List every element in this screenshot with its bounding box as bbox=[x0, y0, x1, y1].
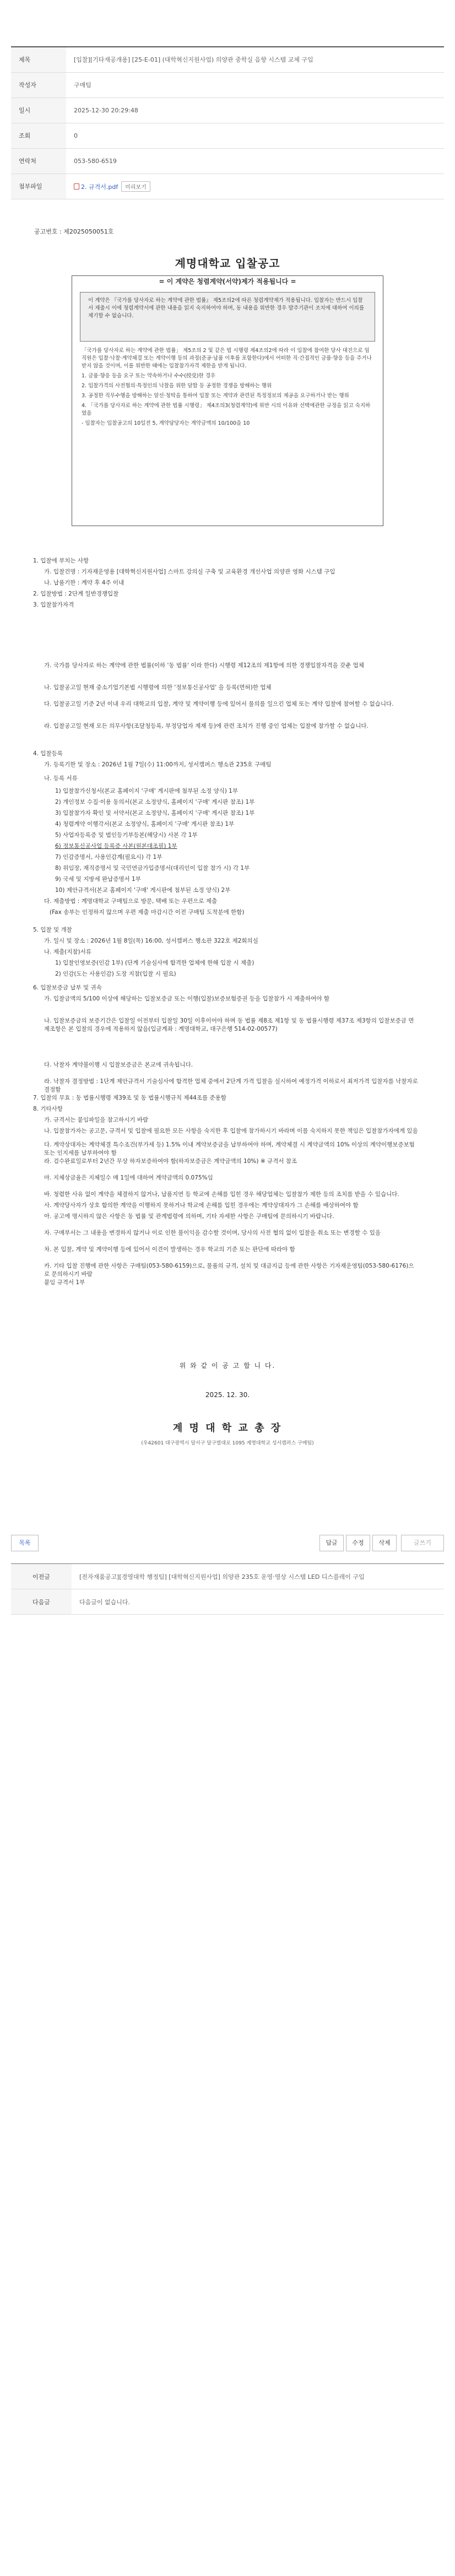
body-line: 5) 사업자등록증 및 법인등기부등본(해당시) 사본 각 1부 bbox=[55, 832, 198, 838]
body-line: 8) 위임장, 재직증명서 및 국민연금가입증명서(대리인이 입찰 참가 시) 각 1부 bbox=[55, 865, 250, 872]
body-line: 9) 국세 및 지방세 완납증명서 1부 bbox=[55, 876, 141, 883]
body-line: 6. 입찰보증금 납부 및 귀속 bbox=[33, 984, 102, 991]
body-line: 1) 입찰인영보증(인감 1부) (단계 기술심사에 합격한 업체에 한해 입찰 시 제출) bbox=[55, 960, 254, 966]
delete-button[interactable]: 삭제 bbox=[372, 1535, 397, 1551]
body-line: 가. 국가를 당사자로 하는 계약에 관한 법률(이하 '동 법률' 이라 한다) 시행령 제12조의 제1항에 의한 경쟁입찰자격을 갖춘 업체 bbox=[44, 662, 364, 669]
body-line: 7) 인감증명서, 사용인감계(필요시) 각 1부 bbox=[55, 854, 162, 861]
post-views: 0 bbox=[66, 123, 444, 148]
reply-button[interactable]: 답글 bbox=[319, 1535, 344, 1551]
body-line: 카. 기타 입찰 진행에 관한 사항은 구매팀(053-580-6159)으로, 물품의 규격, 설치 및 대금지급 등에 관한 사항은 기자재운영팀(053-580-6176)으로 문의하시기 바람 bbox=[44, 1263, 414, 1278]
body-line: 라. 검수완료일로부터 2년간 무상 하자보증하여야 함(하자보증금은 계약금액의 10%) ※ 규격서 참조 bbox=[44, 1158, 297, 1165]
body-line: 2) 인감(도는 사용인감) 도장 지참(입찰 시 필요) bbox=[55, 971, 176, 977]
body-line: 다. 계약상대자는 계약체결 특수조건(부가세 등) 1.5% 이내 계약보증금을 납부하여야 하며, 계약체결 시 계약금액의 10% 이상의 계약이행보증보험 또는 인지세를 납부하여야 함 bbox=[44, 1141, 415, 1156]
body-line: 붙임 규격서 1부 bbox=[44, 1279, 85, 1286]
body-line: 가. 규격서는 붙임파일을 참고하시기 바람 bbox=[44, 1117, 149, 1123]
attachment-cell bbox=[66, 174, 444, 199]
post-navigation bbox=[11, 1563, 444, 1615]
write-button[interactable]: 글쓰기 bbox=[401, 1535, 444, 1551]
label-date: 일시 bbox=[11, 98, 66, 123]
body-line: 나. 등록 서류 bbox=[44, 775, 78, 782]
integrity-notice-heading: = 이 계약은 청렴계약(서약)제가 적용됩니다 = bbox=[159, 278, 296, 285]
closing-address: (우42601 대구광역시 달서구 달구벌대로 1095 계명대학교 성서캠퍼스 구매팀) bbox=[141, 1441, 314, 1446]
body-line: 8. 기타사항 bbox=[33, 1106, 63, 1112]
body-line: 자. 구매부서는 그 내용을 변경하지 않거나 이로 인한 불이익을 감수할 것이며, 당사의 사전 협의 없이 입찰을 취소 또는 변경할 수 있음 bbox=[44, 1230, 381, 1236]
body-line: 가. 일시 및 장소 : 2026년 1월 8일(목) 16:00, 성서캠퍼스 행소관 322호 제2회의실 bbox=[44, 938, 258, 944]
post-info-table bbox=[11, 46, 444, 199]
body-line: 4. 입찰등록 bbox=[33, 750, 63, 757]
prev-post-link[interactable]: [전자재품공고][경영대학 행정팀] [대학혁신지원사업] 의양관 235호 운영·영상 시스템 LED 디스플레이 구입 bbox=[72, 1564, 444, 1589]
attachment-link[interactable]: 2. 규격서.pdf bbox=[81, 183, 118, 191]
announcement-number: 공고번호 : 제2025050051호 bbox=[34, 228, 114, 235]
label-views: 조회 bbox=[11, 123, 66, 148]
next-post-text: 다음글이 없습니다. bbox=[72, 1589, 444, 1615]
integrity-notice-body bbox=[82, 347, 373, 430]
closing-organization: 계 명 대 학 교 총 장 bbox=[172, 1422, 283, 1434]
preview-button[interactable]: 미리보기 bbox=[121, 181, 150, 192]
pdf-icon bbox=[74, 183, 79, 190]
body-line: 차. 본 입찰, 계약 및 계약이행 등에 있어서 이견이 발생하는 경우 학교의 기준 또는 판단에 따라야 함 bbox=[44, 1246, 295, 1253]
list-button[interactable]: 목록 bbox=[11, 1535, 39, 1551]
body-line: 1) 입찰참가신청서(본교 홈페이지 '구매' 게시판에 첨부된 소정 양식) 1부 bbox=[55, 788, 238, 794]
body-line: 3. 입찰참가자격 bbox=[33, 602, 74, 608]
edit-button[interactable]: 수정 bbox=[346, 1535, 370, 1551]
notice-paragraph: 4. 「국가를 당사자로 하는 계약에 관한 법률 시행령」 제4조의3(청렴계약)에 위반 시의 이유와 선택에관한 규정을 읽고 숙지하였음 bbox=[82, 403, 371, 416]
post-title: [입찰][기타재공개용] [25-E-01] (대학혁신지원사업) 의양관 중학실 음향 시스템 교체 구입 bbox=[66, 47, 444, 72]
body-line: 나. 제출(지참)서류 bbox=[44, 949, 91, 955]
notice-paragraph: 3. 공정한 직무수행을 방해하는 알선·청탁을 통하여 입찰 또는 계약과 관련된 특정정보의 제공을 요구하거나 받는 행위 bbox=[82, 393, 349, 399]
body-line: 다. 낙찰자 계약불이행 시 입찰보증금은 본교에 귀속됩니다. bbox=[44, 1062, 193, 1068]
body-line: 3) 입찰참가자 확인 및 서약서(본교 소정양식, 홈페이지 '구매' 게시판 참조) 1부 bbox=[55, 810, 255, 816]
body-line: 가. 입찰금액의 5/100 이상에 해당하는 입찰보증금 또는 이행(입찰)보증보험증권 등을 입찰참가 시 제출하여야 함 bbox=[44, 995, 329, 1002]
next-post-row bbox=[11, 1589, 444, 1615]
body-line: 7. 입찰의 무효 : 동 법률시행령 제39조 및 동 법률시행규칙 제44조를 준용함 bbox=[33, 1095, 226, 1101]
post-contact: 053-580-6519 bbox=[66, 148, 444, 174]
label-contact: 연락처 bbox=[11, 148, 66, 174]
body-line: 가. 입찰건명 : 기자재운영용 [대학혁신지원사업] 스마트 강의실 구축 및 교육환경 개선사업 의양관 영화 시스템 구입 bbox=[44, 569, 335, 575]
body-line: 다. 제출방법 : 계명대학교 구매팀으로 방문, 택배 또는 우편으로 제출 bbox=[44, 898, 218, 905]
prev-post-row[interactable] bbox=[11, 1564, 444, 1589]
notice-paragraph: 2. 입찰가격의 사전협의·특정인의 낙찰을 위한 담합 등 공정한 경쟁을 방해하는 행위 bbox=[82, 383, 272, 389]
body-line: 나. 입찰보증금의 보증기간은 입찰일 이전부터 입찰일 30일 이후이어야 하며 동 법률 제8조 제1항 및 동 법률시행령 제37조 제3항의 입찰보증금 면제조항은 본 입찰의 경우에 적용하지 않음(입금계좌 : 계명대학교, 대구은행 514-02-00577) bbox=[44, 1018, 414, 1032]
body-line: 2. 입찰방법 : 2단계 일반경쟁입찰 bbox=[33, 591, 119, 597]
body-line: 2) 개인정보 수집·이용 동의서(본교 소정양식, 홈페이지 '구매' 게시판 참조) 1부 bbox=[55, 799, 255, 805]
body-line: 6) 정보통신공사업 등록증 사본(원본대조필) 1부 bbox=[55, 843, 177, 849]
body-line: 나. 입찰공고일 현재 중소기업기본법 시행령에 의한 '정보통신공사업' 을 등록(면허)한 업체 bbox=[44, 684, 272, 691]
body-line: 5. 입찰 및 개찰 bbox=[33, 927, 72, 933]
closing-date: 2025. 12. 30. bbox=[205, 1391, 250, 1399]
post-date: 2025-12-30 20:29:48 bbox=[66, 98, 444, 123]
notice-paragraph: 「국가를 당사자로 하는 계약에 관한 법률」 제5조의 2 및 같은 법 시행령 제4조의2에 따라 이 입찰에 참여한 당사 대진으로 임직원은 입찰·낙찰·계약체결 또는 계약이행 등의 과정(준공·납품 이후를 포함한다)에서 어떠한 직·간접적인 금품·향응 등을 주거나 받지 않을 것이며, 이를 위반한 때에는 입찰참가자격 제한을 받게 됩니다. bbox=[82, 348, 372, 369]
body-line: 나. 입찰참가자는 공고문, 규격서 및 입찰에 필요한 모든 사항을 숙지한 후 입찰에 참가하시기 바라며 이를 숙지하지 못한 책임은 입찰참가자에게 있음 bbox=[44, 1128, 418, 1134]
body-line: 사. 계약당사자가 상호 합의한 계약을 이행하지 못하거나 학교에 손해를 입힌 경우에는 계약상대자가 그 손해를 배상하여야 함 bbox=[44, 1202, 359, 1209]
integrity-notice-summary: 이 계약은 『국가를 당사자로 하는 계약에 관한 법률』 제5조의2에 따른 청렴계약제가 적용됩니다. 입찰자는 반드시 입찰서 제출시 이에 청렴계약서에 관한 내용을 읽지 숙지하여야 하며, 동 내용을 위반한 경우 발주기관이 조치에 대하여 이의를 제기할 수 없습니다. bbox=[80, 292, 375, 342]
prev-label: 이전글 bbox=[11, 1564, 72, 1589]
body-line: 나. 납품기한 : 계약 후 4주 이내 bbox=[44, 580, 124, 586]
body-line: 마. 지체상금율은 지체일수 매 1일에 대하여 계약금액의 0.075%임 bbox=[44, 1175, 213, 1181]
label-title: 제목 bbox=[11, 47, 66, 72]
body-line: 다. 입찰공고일 기준 2년 이내 우리 대학교의 입찰, 계약 및 계약이행 등에 있어서 물의를 일으킨 업체 또는 계약 입찰에 참여할 수 없습니다. bbox=[44, 701, 394, 707]
next-label: 다음글 bbox=[11, 1589, 72, 1615]
body-line: (Fax 송부는 인정하지 않으며 우편 제출 마감시간 이전 구매팀 도착분에 한함) bbox=[50, 909, 245, 916]
notice-paragraph: - 입찰자는 입찰공고의 10일전 5, 계약담당자는 계약금액의 10/100을 10 bbox=[82, 420, 250, 426]
label-attachment: 첨부파일 bbox=[11, 174, 66, 199]
body-line: 4) 청렴계약 이행각서(본교 소정양식, 홈페이지 '구매' 게시판 참조) 1부 bbox=[55, 821, 235, 827]
body-line: 바. 청렴한 사유 없이 계약을 체결하지 않거나, 납품지연 등 학교에 손해를 입힌 경우 해당업체는 입찰참가 제한 등의 조치를 받을 수 있습니다. bbox=[44, 1191, 399, 1198]
post-author: 구매팀 bbox=[66, 72, 444, 98]
body-line: 10) 제안규격서(본교 홈페이지 '구매' 게시판에 첨부된 소정 양식) 2부 bbox=[55, 887, 231, 894]
body-line: 아. 공고에 명시하지 않은 사항은 동 법률 및 관계법령에 의하며, 기타 자세한 사항은 구매팀에 문의하시기 바랍니다. bbox=[44, 1213, 334, 1220]
announcement-title: 계명대학교 입찰공고 bbox=[175, 257, 280, 270]
label-author: 작성자 bbox=[11, 72, 66, 98]
body-line: 라. 입찰공고일 현재 모든 의무사항(조달청등록, 부정당업자 제재 등)에 관련 조치가 진행 중인 업체는 입찰에 참가할 수 없습니다. bbox=[44, 723, 369, 729]
closing-statement: 위 와 같 이 공 고 합 니 다. bbox=[179, 1362, 276, 1370]
body-line: 라. 낙찰자 결정방법 : 1단계 제안규격서 기술심사에 합격한 업체 중에서 2단계 가격 입찰을 실시하여 예정가격 이하로서 최저가격 입찰자를 낙찰자로 결정함 bbox=[44, 1078, 418, 1093]
body-line: 1. 입찰에 부치는 사항 bbox=[33, 558, 89, 564]
notice-paragraph: 1. 금품·향응 등을 요구 또는 약속하거나 수수(授受)한 경우 bbox=[82, 373, 216, 379]
body-line: 가. 등록기한 및 장소 : 2026년 1월 7일(수) 11:00까지, 성서캠퍼스 행소관 235호 구매팀 bbox=[44, 761, 272, 768]
